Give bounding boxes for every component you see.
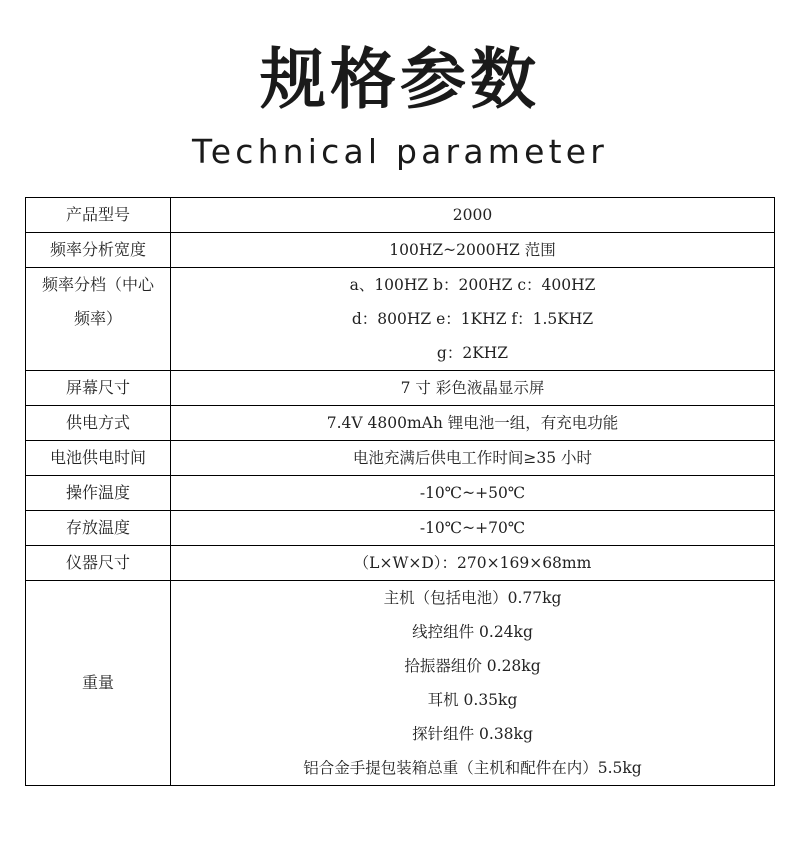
table-row bbox=[26, 511, 775, 546]
row-label: 存放温度 bbox=[26, 511, 171, 546]
table-row bbox=[26, 371, 775, 406]
row-value: 电池充满后供电工作时间≥35 小时 bbox=[171, 441, 775, 476]
row-value: 7.4V 4800mAh 锂电池一组，有充电功能 bbox=[171, 406, 775, 441]
table-row bbox=[26, 441, 775, 476]
row-value: a、100HZ b：200HZ c：400HZ d：800HZ e：1KHZ f：1.5KHZ g：2KHZ bbox=[171, 268, 775, 371]
row-label: 仪器尺寸 bbox=[26, 546, 171, 581]
row-value: -10℃~+50℃ bbox=[171, 476, 775, 511]
table-row bbox=[26, 233, 775, 268]
row-label: 操作温度 bbox=[26, 476, 171, 511]
row-label: 供电方式 bbox=[26, 406, 171, 441]
table-row bbox=[26, 476, 775, 511]
row-value: -10℃~+70℃ bbox=[171, 511, 775, 546]
row-value: 主机（包括电池）0.77kg 线控组件 0.24kg 拾振器组价 0.28kg 耳机 0.35kg 探针组件 0.38kg 铝合金手提包装箱总重（主机和配件在内）5.5kg bbox=[171, 581, 775, 786]
table-row bbox=[26, 546, 775, 581]
row-value: 100HZ~2000HZ 范围 bbox=[171, 233, 775, 268]
table-row bbox=[26, 268, 775, 371]
row-label: 屏幕尺寸 bbox=[26, 371, 171, 406]
row-label: 频率分析宽度 bbox=[26, 233, 171, 268]
row-value: 7 寸 彩色液晶显示屏 bbox=[171, 371, 775, 406]
row-value: （L×W×D）：270×169×68mm bbox=[171, 546, 775, 581]
row-label: 重量 bbox=[26, 581, 171, 786]
table-row bbox=[26, 198, 775, 233]
table-row bbox=[26, 581, 775, 786]
page-subtitle: Technical parameter bbox=[191, 132, 609, 171]
table-row bbox=[26, 406, 775, 441]
row-label: 电池供电时间 bbox=[26, 441, 171, 476]
page-title: 规格参数 bbox=[260, 41, 540, 118]
row-label: 频率分档（中心 频率） bbox=[26, 268, 171, 371]
row-label: 产品型号 bbox=[26, 198, 171, 233]
row-value: 2000 bbox=[171, 198, 775, 233]
spec-table bbox=[25, 197, 775, 786]
